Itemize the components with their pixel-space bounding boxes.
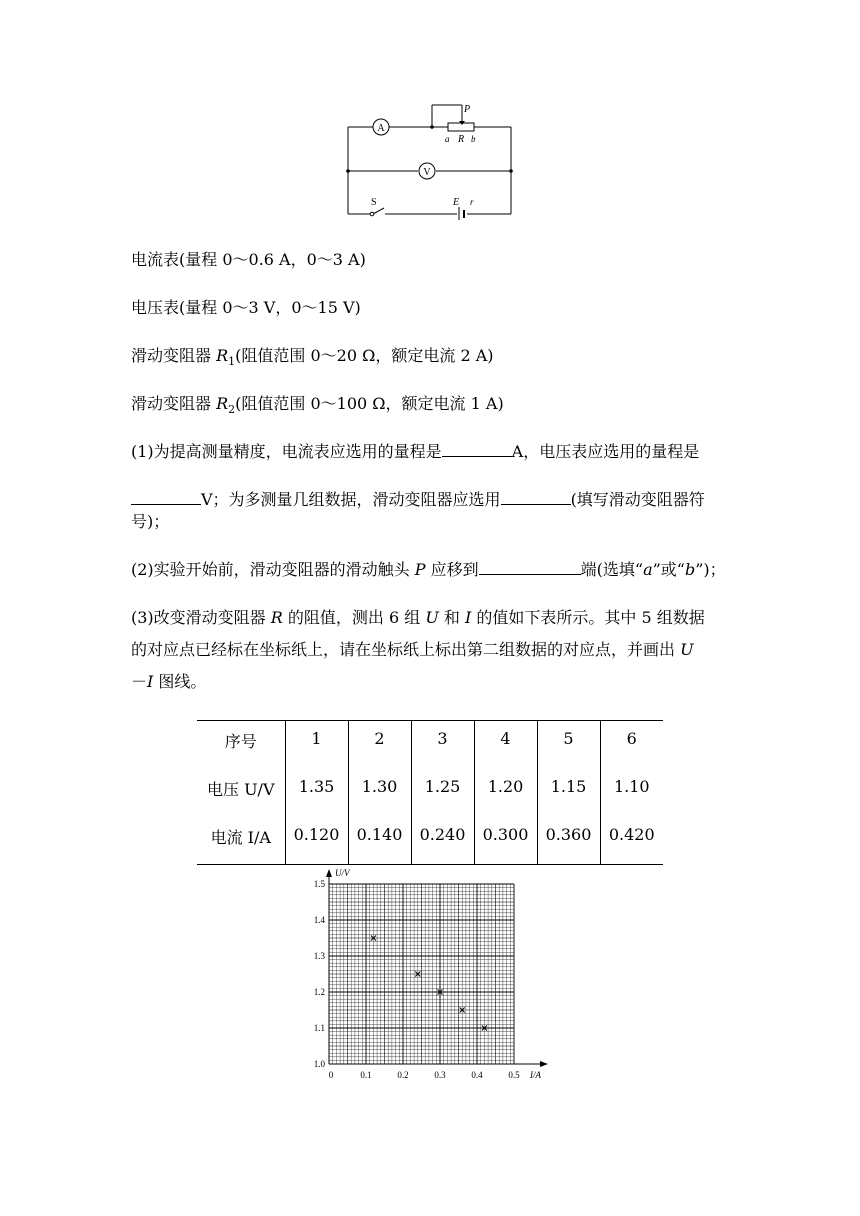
q3-u2-symbol: U (680, 640, 694, 659)
x-axis-arrow (540, 1061, 548, 1067)
r1-range: (阻值范围 0～20 Ω，额定电流 2 A) (235, 346, 494, 365)
table-cell: 1.10 (600, 769, 663, 817)
q1-blank-ammeter-range[interactable] (442, 442, 512, 457)
r2-prefix: 滑动变阻器 (131, 394, 217, 413)
table-row-voltage (197, 769, 663, 817)
ammeter-label: A (377, 123, 385, 134)
q3-line-2-text: 的对应点已经标在坐标纸上，请在坐标纸上标出第二组数据的对应点，并画出 (131, 640, 681, 659)
table-cell: 1.25 (411, 769, 474, 817)
table-cell: 1.35 (285, 769, 348, 817)
q3-text-d: 的值如下表所示。其中 5 组数据 (471, 608, 705, 627)
y-tick-label: 1.3 (313, 951, 325, 961)
q1-blank-voltmeter-range[interactable] (131, 490, 201, 505)
x-axis-label: I/A (530, 1070, 541, 1080)
table-cell: 2 (348, 721, 411, 769)
voltmeter-spec: 电压表(量程 0～3 V，0～15 V) (131, 298, 361, 317)
table-header-current: 电流 I/A (197, 817, 285, 865)
q3-i-symbol: I (465, 608, 472, 627)
table-cell: 0.420 (600, 817, 663, 865)
q3-text-c: 和 (438, 608, 466, 627)
q2-text-e: ”)； (695, 560, 726, 579)
q1-text-b: A，电压表应选用的量程是 (511, 442, 700, 461)
table-cell: 1.15 (537, 769, 600, 817)
switch-label: S (371, 197, 377, 208)
junction-dot (430, 125, 434, 129)
y-axis-arrow (326, 869, 332, 877)
rheostat-r2-spec (131, 394, 504, 420)
end-a-label: a (445, 134, 450, 144)
voltmeter-label: V (423, 167, 431, 178)
table-cell: 1.30 (348, 769, 411, 817)
y-tick-label: 1.0 (313, 1059, 325, 1069)
x-tick-label: 0.5 (508, 1070, 520, 1080)
table-row-index (197, 721, 663, 769)
x-tick-label: 0.1 (360, 1070, 372, 1080)
y-tick-label: 1.5 (313, 879, 325, 889)
rheostat-r1-spec (131, 346, 494, 372)
y-axis-label: U/V (335, 868, 350, 878)
q2-option-b: b (684, 560, 696, 579)
y-tick-label: 1.2 (313, 987, 325, 997)
circuit-diagram (340, 100, 520, 220)
table-header-index: 序号 (197, 721, 285, 769)
ammeter-spec: 电流表(量程 0～0.6 A，0～3 A) (131, 250, 366, 269)
q2-text-b: 应移到 (425, 560, 479, 579)
rheostat-label: R (458, 134, 465, 145)
table-cell: 5 (537, 721, 600, 769)
table-cell: 0.240 (411, 817, 474, 865)
q3-i2-symbol: I (147, 672, 154, 691)
ui-graph (305, 864, 565, 1086)
end-b-label: b (471, 134, 476, 144)
rheostat-symbol (448, 123, 474, 131)
q2-text-a: (2)实验开始前，滑动变阻器的滑动触头 (131, 560, 415, 579)
data-table (197, 720, 663, 865)
q1-blank-rheostat[interactable] (501, 490, 571, 505)
table-cell: 1 (285, 721, 348, 769)
question-3-line-2 (131, 640, 694, 660)
graph-axes (326, 869, 548, 1067)
question-1-line-2 (131, 490, 705, 510)
table-cell: 6 (600, 721, 663, 769)
table-header-voltage: 电压 U/V (206, 779, 275, 799)
table-cell: 0.140 (348, 817, 411, 865)
question-1-line-3: 号)； (131, 512, 170, 531)
table-row-current (197, 817, 663, 865)
switch-contact (370, 212, 374, 216)
r1-symbol: R (216, 346, 229, 365)
r2-symbol: R (216, 394, 229, 413)
question-1-line-1 (131, 442, 699, 462)
table-cell: 3 (411, 721, 474, 769)
q3-dash: － (131, 672, 148, 691)
graph-grid (329, 884, 514, 1064)
table-cell: 0.300 (474, 817, 537, 865)
q3-text-a: (3)改变滑动变阻器 (131, 608, 271, 627)
question-2 (131, 560, 726, 580)
question-3-line-3 (131, 672, 206, 692)
x-tick-label: 0.3 (434, 1070, 446, 1080)
table-cell: 1.20 (474, 769, 537, 817)
r1-prefix: 滑动变阻器 (131, 346, 217, 365)
r2-subscript: 2 (228, 403, 236, 417)
q3-end-text: 图线。 (153, 672, 207, 691)
junction-dot (509, 169, 513, 173)
q1-text-c: V；为多测量几组数据，滑动变阻器应选用 (201, 490, 501, 509)
table-cell: 0.120 (285, 817, 348, 865)
q2-text-c: 端(选填“ (580, 560, 644, 579)
y-tick-label: 1.4 (313, 915, 325, 925)
slider-label: P (464, 104, 471, 115)
r1-subscript: 1 (228, 355, 236, 369)
q2-text-d: ”或“ (652, 560, 685, 579)
x-tick-label: 0 (328, 1070, 334, 1080)
table-cell: 4 (474, 721, 537, 769)
junction-dot (346, 169, 350, 173)
q1-text-d: (填写滑动变阻器符 (570, 490, 705, 509)
q2-option-a: a (643, 560, 653, 579)
x-tick-label: 0.2 (397, 1070, 409, 1080)
q3-u-symbol: U (425, 608, 439, 627)
table-cell: 0.360 (537, 817, 600, 865)
r2-range: (阻值范围 0～100 Ω，额定电流 1 A) (235, 394, 504, 413)
internal-r-label: r (470, 197, 474, 207)
q1-text-a: (1)为提高测量精度，电流表应选用的量程是 (131, 442, 442, 461)
x-tick-label: 0.4 (471, 1070, 483, 1080)
q2-blank-end[interactable] (479, 560, 581, 575)
y-tick-label: 1.1 (313, 1023, 325, 1033)
q3-text-b: 的阻值，测出 6 组 (282, 608, 426, 627)
q3-r-symbol: R (270, 608, 283, 627)
emf-label: E (453, 197, 460, 208)
question-3-line-1 (131, 608, 705, 628)
q2-slider-symbol: P (414, 560, 426, 579)
